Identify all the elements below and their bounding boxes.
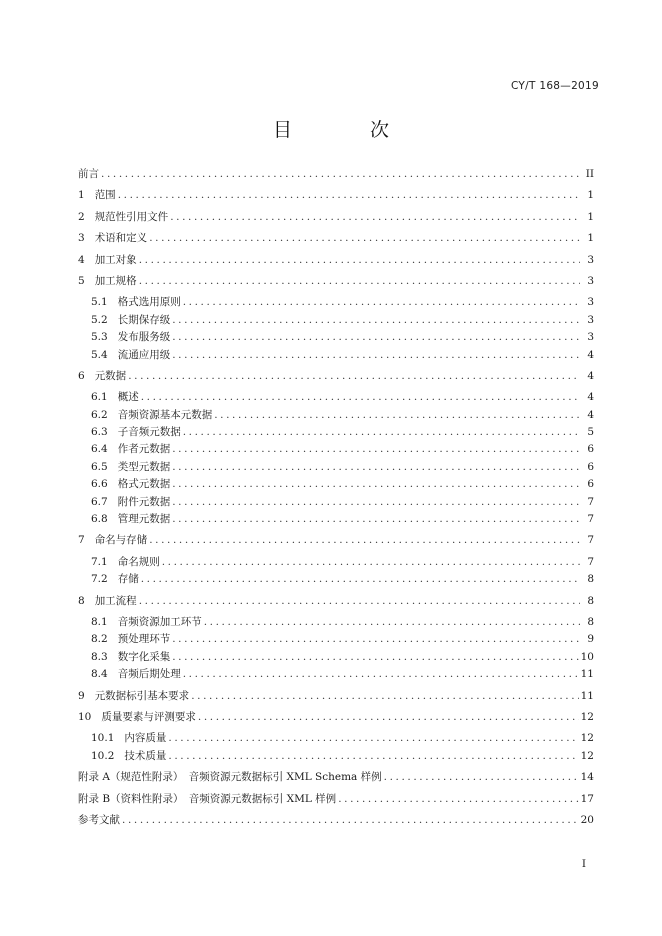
toc-entry-number: 8.4 <box>91 668 108 681</box>
toc-entry-title <box>91 347 170 364</box>
dot-leader <box>183 294 580 311</box>
toc-entry-page: 3 <box>587 274 594 287</box>
page-number: I <box>581 858 586 870</box>
toc-entry-label: 长期保存级 <box>117 313 171 326</box>
toc-entry-number: 10 <box>78 710 92 723</box>
toc-entry-label: 参考文献 <box>78 813 120 826</box>
toc-subentry[interactable] <box>78 389 594 406</box>
toc-entry[interactable] <box>78 252 594 269</box>
toc-entry-title <box>78 791 336 808</box>
toc-entry[interactable] <box>78 230 594 247</box>
toc-entry[interactable] <box>78 709 594 726</box>
toc-entry-label: 附件元数据 <box>117 495 171 508</box>
toc-subentry[interactable] <box>78 476 594 493</box>
toc-entry-number: 8 <box>78 594 85 607</box>
toc-entry-title <box>91 631 170 648</box>
toc-entry-number: 5.1 <box>91 296 108 309</box>
toc-entry-page: 4 <box>587 408 594 421</box>
toc-entry-page: 8 <box>587 615 594 628</box>
toc-entry-title <box>91 329 170 346</box>
toc-entry-label: 类型元数据 <box>117 460 171 473</box>
dot-leader <box>139 593 580 610</box>
dot-leader <box>172 441 580 458</box>
toc-entry-label: 元数据 <box>94 369 127 382</box>
dot-leader <box>122 812 579 829</box>
toc-entry[interactable] <box>78 688 594 705</box>
dot-leader <box>172 312 580 329</box>
toc-entry-number: 6.5 <box>91 460 108 473</box>
toc-entry-title <box>78 273 137 290</box>
toc-entry-page: 11 <box>580 689 594 702</box>
dot-leader <box>141 389 580 406</box>
toc-entry-page: 3 <box>587 296 594 309</box>
toc-entry-title <box>78 209 168 226</box>
toc-subentry[interactable] <box>78 407 594 424</box>
toc-subentry[interactable] <box>78 294 594 311</box>
toc-entry-label: 预处理环节 <box>117 633 171 646</box>
toc-entry-page: 9 <box>587 633 594 646</box>
toc-entry-title <box>78 532 147 549</box>
toc-entry[interactable] <box>78 368 594 385</box>
toc-entry-number: 6.2 <box>91 408 108 421</box>
toc-entry-title <box>91 312 170 329</box>
toc-entry-page: 4 <box>587 369 594 382</box>
toc-entry-number: 8.2 <box>91 633 108 646</box>
toc-entry-label: 加工流程 <box>94 594 137 607</box>
toc-entry-number: 10.1 <box>91 732 115 745</box>
toc-entry-label: 流通应用级 <box>117 348 171 361</box>
dot-leader <box>128 368 580 385</box>
toc-entry-page: 3 <box>587 313 594 326</box>
toc-entry-title <box>78 187 116 204</box>
toc-entry-title <box>78 252 137 269</box>
toc-entry-page: 5 <box>587 426 594 439</box>
dot-leader <box>172 329 580 346</box>
toc-entry-label: 音频后期处理 <box>117 668 181 681</box>
toc-entry-title <box>91 511 170 528</box>
toc-subentry[interactable] <box>78 730 594 747</box>
toc-entry-label: 加工规格 <box>94 274 137 287</box>
toc-entry-label: 术语和定义 <box>94 232 148 245</box>
toc-entry-title <box>78 368 126 385</box>
toc-entry-number: 1 <box>78 189 85 202</box>
toc-entry-page: 11 <box>580 668 594 681</box>
toc-entry-title <box>91 459 170 476</box>
dot-leader <box>172 459 580 476</box>
toc-entry-number: 6.1 <box>91 391 108 404</box>
toc-entry[interactable] <box>78 209 594 226</box>
toc-entry-title <box>78 812 120 829</box>
toc-entry-number: 8.1 <box>91 615 108 628</box>
toc-entry-number: 5 <box>78 274 85 287</box>
toc-entry-label: 质量要素与评测要求 <box>101 710 196 723</box>
toc-entry-label: 发布服务级 <box>117 331 171 344</box>
dot-leader <box>172 631 580 648</box>
dot-leader <box>170 209 580 226</box>
toc-entry-label: 音频资源加工环节 <box>117 615 202 628</box>
toc-entry-label: 元数据标引基本要求 <box>94 689 190 702</box>
toc-entry-page: 3 <box>587 253 594 266</box>
toc-entry-label: 格式选用原则 <box>117 296 181 309</box>
dot-leader <box>191 688 578 705</box>
toc-entry-page: 4 <box>587 348 594 361</box>
toc-entry-label: 内容质量 <box>124 732 167 745</box>
dot-leader <box>183 666 579 683</box>
toc-entry-number: 8.3 <box>91 650 108 663</box>
dot-leader <box>168 730 578 747</box>
toc-entry-title <box>78 230 147 247</box>
toc-entry-label: 命名规则 <box>117 555 160 568</box>
toc-entry-page: 8 <box>587 573 594 586</box>
toc-entry-page: 1 <box>587 232 594 245</box>
dot-leader <box>139 252 580 269</box>
toc-entry-title <box>78 593 137 610</box>
dot-leader <box>338 791 578 808</box>
toc-entry-number: 6.8 <box>91 513 108 526</box>
dot-leader <box>172 476 580 493</box>
toc-entry-number: 7.2 <box>91 573 108 586</box>
toc-subentry[interactable] <box>78 424 594 441</box>
toc-entry-page: 14 <box>580 771 594 784</box>
toc-entry-label: 前言 <box>78 168 99 180</box>
toc-entry-label: 管理元数据 <box>117 513 171 526</box>
toc-entry-title <box>91 389 139 406</box>
toc-entry-page: 17 <box>580 792 594 805</box>
toc-entry-page: 12 <box>580 732 594 745</box>
toc-entry-label: 子音频元数据 <box>117 426 181 439</box>
toc-entry-title <box>91 294 181 311</box>
dot-leader <box>172 511 580 528</box>
toc-entry-page: 12 <box>580 710 594 723</box>
toc-entry-number: 5.4 <box>91 348 108 361</box>
toc-entry[interactable] <box>78 273 594 290</box>
toc-subentry[interactable] <box>78 494 594 511</box>
toc-entry-label: 数字化采集 <box>117 650 171 663</box>
toc-entry-label: 技术质量 <box>124 749 167 762</box>
toc-entry-number: 5.3 <box>91 331 108 344</box>
toc-entry[interactable] <box>78 532 594 549</box>
toc-subentry[interactable] <box>78 631 594 648</box>
toc-subentry[interactable] <box>78 459 594 476</box>
toc-entry-page: 4 <box>587 391 594 404</box>
toc-entry-label: 范围 <box>94 189 116 202</box>
toc-entry-label: 加工对象 <box>94 253 137 266</box>
toc-entry-title <box>91 649 170 666</box>
toc-entry-number: 7 <box>78 534 85 547</box>
toc-entry-page: 12 <box>580 749 594 762</box>
toc-entry-page: 7 <box>587 495 594 508</box>
dot-leader <box>149 230 580 247</box>
toc-entry-label: 附录 B（资料性附录） 音频资源元数据标引 XML 样例 <box>78 792 337 805</box>
toc-entry[interactable] <box>78 812 594 829</box>
toc-entry-title <box>91 571 139 588</box>
toc-entry-title <box>91 424 181 441</box>
toc-entry-page: II <box>585 168 594 180</box>
dot-leader <box>149 532 580 549</box>
toc-subentry[interactable] <box>78 441 594 458</box>
dot-leader <box>168 748 578 765</box>
toc-entry-number: 2 <box>78 210 85 223</box>
toc-subentry[interactable] <box>78 666 594 683</box>
toc-subentry[interactable] <box>78 554 594 571</box>
toc-entry-label: 音频资源基本元数据 <box>117 408 213 421</box>
toc-subentry[interactable] <box>78 614 594 631</box>
toc-entry-page: 1 <box>587 210 594 223</box>
toc-subentry[interactable] <box>78 748 594 765</box>
toc-entry-number: 6.4 <box>91 443 108 456</box>
dot-leader <box>162 554 580 571</box>
dot-leader <box>214 407 580 424</box>
toc-entry-number: 7.1 <box>91 555 108 568</box>
toc-entry-label: 概述 <box>117 391 139 404</box>
toc-entry-number: 3 <box>78 232 85 245</box>
toc-entry-page: 1 <box>587 189 594 202</box>
toc-subentry[interactable] <box>78 649 594 666</box>
toc-subentry[interactable] <box>78 329 594 346</box>
toc-entry-number: 5.2 <box>91 313 108 326</box>
toc-entry-page: 6 <box>587 443 594 456</box>
toc-entry-number: 6.3 <box>91 426 108 439</box>
toc-entry-page: 7 <box>587 555 594 568</box>
dot-leader <box>139 273 580 290</box>
toc-entry-label: 格式元数据 <box>117 478 171 491</box>
toc-entry-page: 7 <box>587 513 594 526</box>
toc-entry[interactable] <box>78 166 594 183</box>
toc-entry-title <box>91 407 212 424</box>
page-title: 目 次 <box>272 119 426 141</box>
toc-subentry[interactable] <box>78 347 594 364</box>
toc-entry-title <box>91 748 166 765</box>
toc-entry-label: 命名与存储 <box>94 534 148 547</box>
toc-subentry[interactable] <box>78 571 594 588</box>
toc-entry-title <box>91 666 181 683</box>
dot-leader <box>101 166 580 183</box>
toc-entry-number: 10.2 <box>91 749 115 762</box>
dot-leader <box>183 424 580 441</box>
toc-entry-title <box>91 494 170 511</box>
toc-entry-number: 6 <box>78 369 85 382</box>
dot-leader <box>198 709 579 726</box>
toc-entry-page: 10 <box>580 650 594 663</box>
dot-leader <box>118 187 580 204</box>
dot-leader <box>172 649 578 666</box>
toc-entry-number: 9 <box>78 689 85 702</box>
toc-entry-page: 3 <box>587 331 594 344</box>
toc-entry-title <box>78 769 382 786</box>
toc-entry-page: 20 <box>580 813 594 826</box>
table-of-contents <box>78 166 594 829</box>
toc-entry-page: 8 <box>587 594 594 607</box>
toc-subentry[interactable] <box>78 312 594 329</box>
dot-leader <box>141 571 580 588</box>
toc-entry[interactable] <box>78 769 594 786</box>
toc-entry-title <box>78 166 99 183</box>
toc-entry-page: 7 <box>587 534 594 547</box>
toc-entry-title <box>91 554 160 571</box>
toc-entry-page: 6 <box>587 478 594 491</box>
toc-entry-label: 存储 <box>117 573 139 586</box>
toc-entry-title <box>91 441 170 458</box>
dot-leader <box>204 614 580 631</box>
toc-entry-title <box>91 614 202 631</box>
dot-leader <box>172 494 580 511</box>
toc-entry-number: 4 <box>78 253 85 266</box>
toc-subentry[interactable] <box>78 511 594 528</box>
toc-entry-title <box>91 730 166 747</box>
standard-code: CY/T 168—2019 <box>510 80 599 92</box>
toc-entry-page: 6 <box>587 460 594 473</box>
toc-entry-number: 6.6 <box>91 478 108 491</box>
toc-entry-number: 6.7 <box>91 495 108 508</box>
toc-entry-title <box>78 709 196 726</box>
toc-entry-title <box>78 688 189 705</box>
toc-entry-label: 规范性引用文件 <box>94 210 169 223</box>
dot-leader <box>172 347 580 364</box>
dot-leader <box>384 769 579 786</box>
toc-entry[interactable] <box>78 187 594 204</box>
toc-entry-label: 作者元数据 <box>117 443 171 456</box>
toc-entry-label: 附录 A（规范性附录） 音频资源元数据标引 XML Schema 样例 <box>78 771 382 784</box>
toc-entry[interactable] <box>78 593 594 610</box>
toc-entry[interactable] <box>78 791 594 808</box>
toc-entry-title <box>91 476 170 493</box>
